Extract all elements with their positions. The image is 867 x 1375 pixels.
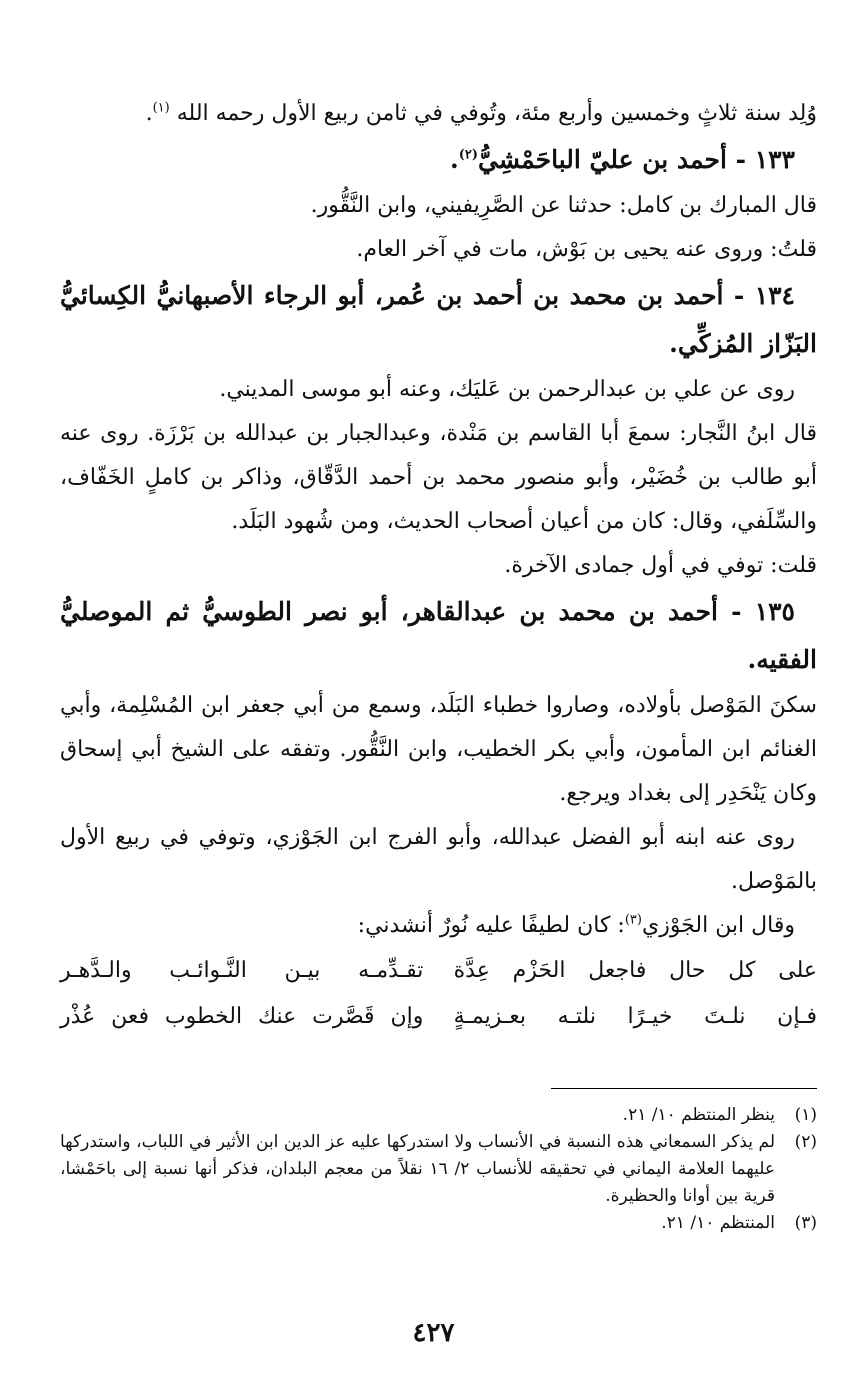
paragraph-entry-134-a: روى عن علي بن عبدالرحمن بن عَليَك، وعنه أبو موسى المديني. [219, 377, 795, 402]
paragraph-entry-133-b: قلتُ: وروى عنه يحيى بن بَوْش، مات في آخر العام. [356, 237, 817, 262]
paragraph-entry-135-c: وقال ابن الجَوْزي$^{(٣)}$: كان لطيفًا عليه نُورٌ أنشدني: [357, 912, 795, 938]
poem-hemistich-second: تقـدِّمـه بيـن النَّـوائـب والـدَّهـر [60, 958, 424, 983]
page-number: ٤٢٧ [412, 1318, 455, 1348]
paragraph-death-note: وُلِد سنة ثلاثٍ وخمسين وأربع مئة، وتُوفي في ثامن ربيع الأول رحمه الله $^{(١)}$. [145, 100, 817, 126]
footnote-number: (٢) [794, 1132, 817, 1152]
entry-heading-134: ١٣٤ - أحمد بن محمد بن أحمد بن عُمر، أبو الرجاء الأصبهانيُّ الكِسائيُّ البَزّاز المُزكِّي. [60, 281, 817, 358]
poem-hemistich-first: فـإن نلـتَ خيـرًا نلتـه بعـزيمـةٍ [453, 1004, 817, 1029]
footnote-2 [60, 1129, 817, 1210]
poem-verse-1 [60, 948, 817, 994]
poem-verse-2 [60, 994, 817, 1040]
paragraph-entry-133-a: قال المبارك بن كامل: حدثنا عن الصَّرِيفيني، وابن النَّقُّور. [310, 193, 817, 218]
footnote-number: (٣) [794, 1213, 817, 1233]
footnote-text: المنتظم ١٠/ ٢١. [661, 1213, 775, 1233]
footnote-number: (١) [794, 1105, 817, 1125]
footnote-ref-1[interactable]: (١) [152, 100, 170, 116]
footnote-1 [60, 1102, 817, 1129]
paragraph-entry-134-c: قلت: توفي في أول جمادى الآخرة. [504, 553, 817, 578]
entry-heading-135: ١٣٥ - أحمد بن محمد بن عبدالقاهر، أبو نصر الطوسيُّ ثم الموصليُّ الفقيه. [60, 597, 817, 674]
footnote-3 [60, 1210, 817, 1237]
paragraph-entry-135-a: سكنَ المَوْصل بأولاده، وصاروا خطباء البَلَد، وسمع من أبي جعفر ابن المُسْلِمة، وأبي الغنائم ابن المأمون، وأبي بكر الخطيب، وابن النَّقُّور. وتفقه على الشيخ أبي إسحاق وكان يَنْحَدِر إلى بغداد ويرجع. [60, 693, 817, 806]
entry-heading-133: ١٣٣ - أحمد بن عليّ الباحَمْشِيُّ$^{(٢)}$. [450, 145, 795, 174]
poem-hemistich-second: وإن قَصَّرت عنك الخطوب فعن عُذْر [60, 1004, 424, 1029]
footnote-text: لم يذكر السمعاني هذه النسبة في الأنساب ولا استدركها عليه عز الدين ابن الأثير في اللباب، واستدركها عليهما العلامة اليماني في تحقيقه للأنساب ٢/ ١٦ نقلاً من معجم البلدان، فذكر أنها نسبة إلى باحَمْشا، قرية بين أوانا والحظيرة. [60, 1132, 775, 1206]
footnote-text: ينظر المنتظم ١٠/ ٢١. [622, 1105, 775, 1125]
paragraph-entry-135-b: روى عنه ابنه أبو الفضل عبدالله، وأبو الفرج ابن الجَوْزي، وتوفي في ربيع الأول بالمَوْصل. [60, 825, 817, 894]
poem [60, 948, 817, 1040]
footnote-divider [551, 1088, 817, 1089]
footnote-ref-3[interactable]: (٣) [624, 912, 642, 928]
page-body [60, 92, 817, 1040]
footnote-ref-2[interactable]: (٢) [458, 147, 479, 163]
poem-hemistich-first: على كل حال فاجعل الحَزْم عِدَّة [453, 958, 817, 983]
paragraph-entry-134-b: قال ابنُ النَّجار: سمعَ أبا القاسم بن مَنْدة، وعبدالجبار بن عبدالله بن بَرْزَة. روى عنه أبو طالب بن خُضَيْر، وأبو منصور محمد بن أحمد الدَّقّاق، وذاكر بن كاملٍ الخَفّاف، والسِّلَفي، وقال: كان من أعيان أصحاب الحديث، ومن شُهود البَلَد. [60, 421, 817, 534]
footnotes [60, 1102, 817, 1237]
